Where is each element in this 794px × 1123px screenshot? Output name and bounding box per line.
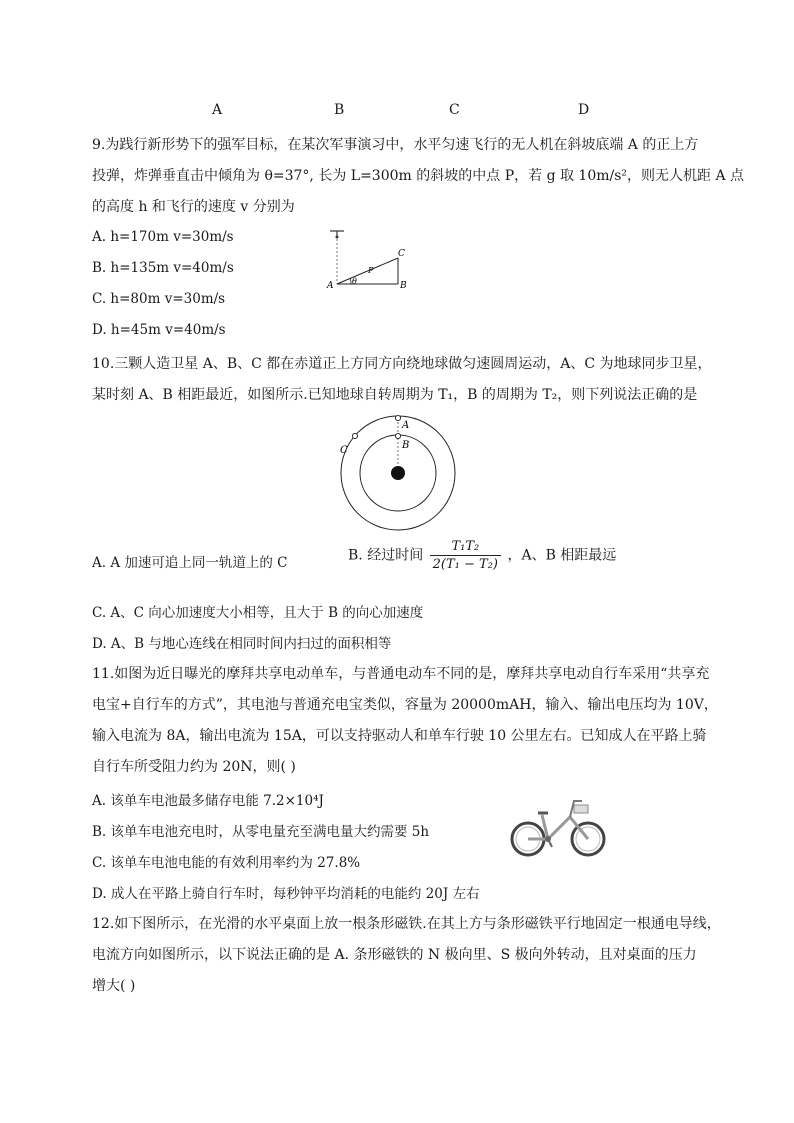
drone-icon <box>330 231 344 239</box>
earth-icon <box>391 466 405 480</box>
prev-option-d: D <box>578 102 590 118</box>
satellite-a-icon <box>395 415 400 420</box>
prev-option-a: A <box>212 102 223 118</box>
q10-stem-line2: 某时刻 A、B 相距最近，如图所示.已知地球自转周期为 T₁，B 的周期为 T₂，则下列说法正确的是 <box>92 387 698 403</box>
q10-option-c: C. A、C 向心加速度大小相等，且大于 B 的向心加速度 <box>92 605 424 621</box>
fig9-label-b: B <box>400 281 407 291</box>
q9-option-a: A. h=170m v=30m/s <box>92 229 234 245</box>
q9-stem-line2: 投弹，炸弹垂直击中倾角为 θ=37°, 长为 L=300m 的斜坡的中点 P，若 g 取 10m/s²，则无人机距 A 点 <box>92 168 745 184</box>
q11-stem-line1: 11.如图为近日曝光的摩拜共享电动单车，与普通电动车不同的是，摩拜共享电动自行车采用“共享充 <box>92 666 710 682</box>
q11-stem-line2: 电宝+自行车的方式”，其电池与普通充电宝类似，容量为 20000mAH，输入、输出电压均为 10V， <box>92 697 718 713</box>
q9-slope-figure <box>318 226 418 292</box>
q12-stem-line3: 增大( ) <box>92 978 136 994</box>
q10-option-b-prefix: B. 经过时间 <box>348 547 424 564</box>
q11-option-d: D. 成人在平路上骑自行车时，每秒钟平均消耗的电能约 20J 左右 <box>92 886 480 902</box>
fig10-label-c: C <box>340 445 348 456</box>
fig9-label-p: P <box>368 266 374 275</box>
bicycle-icon <box>508 795 608 861</box>
fig9-label-a: A <box>327 281 334 291</box>
fig10-label-a: A <box>402 420 410 431</box>
q10-option-b <box>348 538 616 573</box>
satellite-c-icon <box>352 433 357 438</box>
q10-option-a: A. A 加速可追上同一轨道上的 C <box>92 555 288 571</box>
prev-option-c: C <box>449 102 460 118</box>
q12-stem-line2: 电流方向如图所示，以下说法正确的是 A. 条形磁铁的 N 极向里、S 极向外转动，且对桌面的压力 <box>92 947 697 963</box>
q9-stem-line3: 的高度 h 和飞行的速度 v 分别为 <box>92 199 295 215</box>
q11-stem-line4: 自行车所受阻力约为 20N，则( ) <box>92 759 296 775</box>
q10-option-b-suffix: ，A、B 相距最远 <box>507 547 617 564</box>
q10-fraction-denominator: 2(T₁ − T₂) <box>432 557 498 572</box>
q9-stem-line1: 9.为践行新形势下的强军目标，在某次军事演习中，水平匀速飞行的无人机在斜坡底端 A 的正上方 <box>92 137 699 153</box>
q10-stem-line1: 10.三颗人造卫星 A、B、C 都在赤道正上方同方向绕地球做匀速圆周运动，A、C 为地球同步卫星， <box>92 356 712 372</box>
q12-stem-line1: 12.如下图所示，在光滑的水平桌面上放一根条形磁铁.在其上方与条形磁铁平行地固定一根通电导线， <box>92 916 721 932</box>
fig9-label-c: C <box>398 249 405 259</box>
q11-option-c: C. 该单车电池电能的有效利用率约为 27.8% <box>92 855 361 871</box>
q9-option-c: C. h=80m v=30m/s <box>92 291 226 307</box>
q10-orbit-figure <box>336 413 460 537</box>
q9-option-b: B. h=135m v=40m/s <box>92 260 234 276</box>
prev-option-b: B <box>334 102 345 118</box>
q10-option-d: D. A、B 与地心连线在相同时间内扫过的面积相等 <box>92 636 392 652</box>
fig10-label-b: B <box>402 440 410 451</box>
fig9-label-theta: θ <box>352 277 357 286</box>
satellite-b-icon <box>395 433 400 438</box>
q11-option-b: B. 该单车电池充电时，从零电量充至满电量大约需要 5h <box>92 824 430 840</box>
q11-option-a: A. 该单车电池最多储存电能 7.2×10⁴J <box>92 793 324 809</box>
q10-option-b-fraction <box>430 538 501 573</box>
q11-stem-line3: 输入电流为 8A，输出电流为 15A，可以支持驱动人和单车行驶 10 公里左右。已知成人在平路上骑 <box>92 728 707 744</box>
q10-fraction-numerator: T₁T₂ <box>430 538 501 556</box>
q9-option-d: D. h=45m v=40m/s <box>92 322 226 338</box>
